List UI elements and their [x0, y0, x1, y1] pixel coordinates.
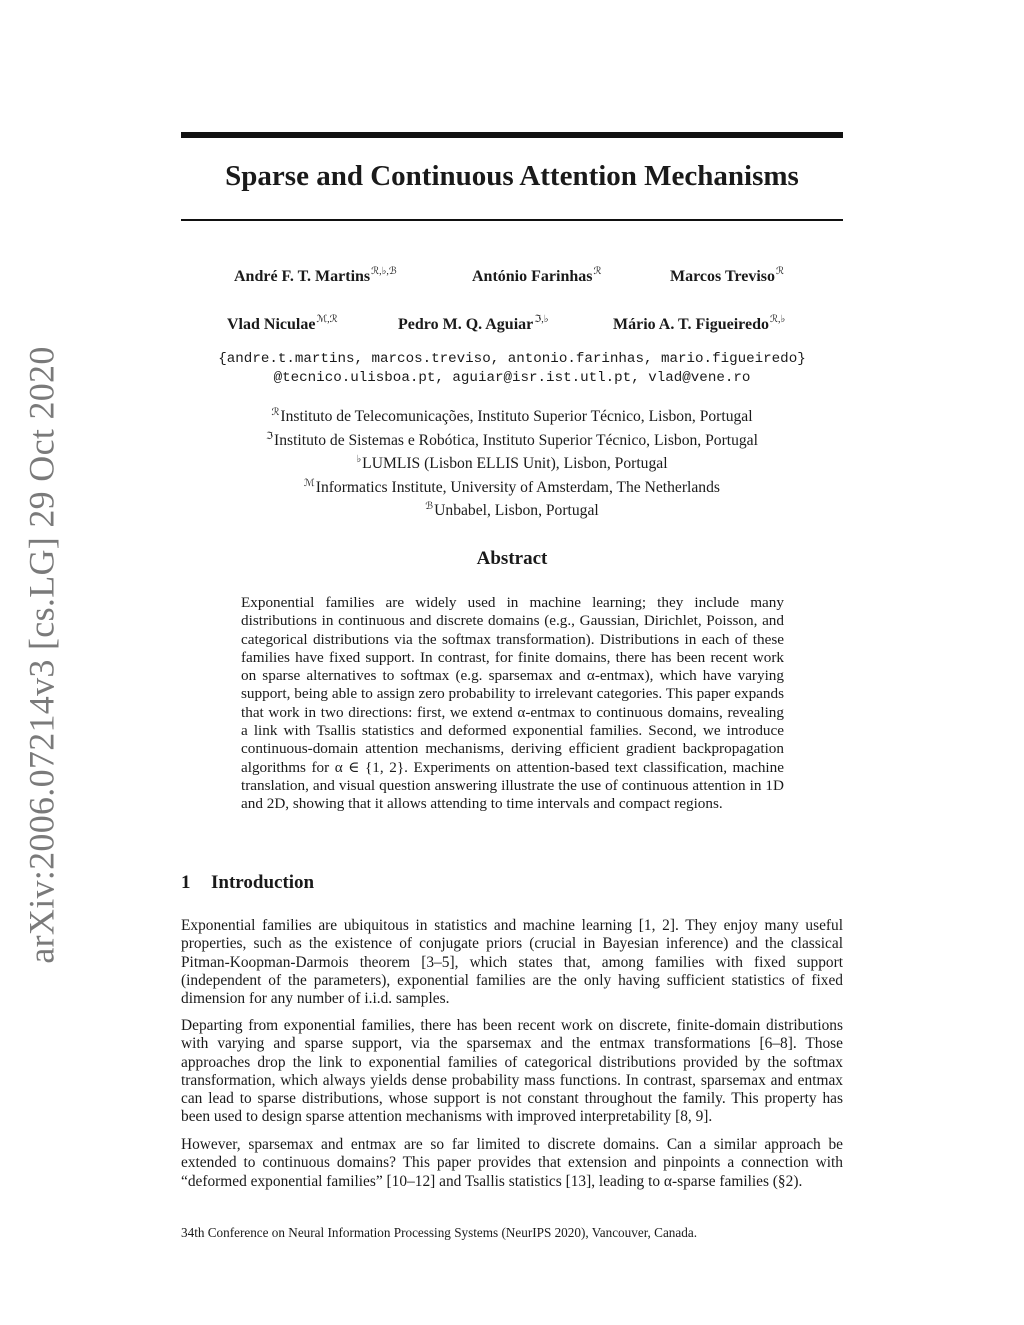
author-name: Pedro M. Q. Aguiar	[398, 316, 534, 333]
author-5	[398, 314, 548, 334]
section-heading-introduction	[181, 872, 314, 894]
affiliation-5	[181, 497, 843, 521]
author-name: António Farinhas	[472, 268, 593, 285]
arxiv-sidebar	[22, 346, 62, 964]
affiliation-3	[181, 450, 843, 474]
email-line-1: {andre.t.martins, marcos.treviso, antonio.farinhas, mario.figueiredo}	[218, 351, 806, 367]
affiliation-mark: ♭	[356, 454, 362, 466]
author-name: Mário A. T. Figueiredo	[613, 316, 769, 333]
affiliation-text: Instituto de Telecomunicações, Instituto Superior Técnico, Lisbon, Portugal	[280, 408, 753, 425]
affiliation-1	[181, 403, 843, 427]
affiliation-text: Unbabel, Lisbon, Portugal	[434, 502, 599, 520]
intro-paragraph-1: Exponential families are ubiquitous in statistics and machine learning [1, 2]. They enjoy many useful properties, such as the existence of conjugate priors (crucial in Bayesian inference) and the classical Pitman-Koopman-Darmois theorem [3–5], which states that, among families with fixed support (independent of the parameters), exponential families are the only having sufficient statistics of fixed dimension for any number of i.i.d. samples.	[181, 917, 843, 1008]
section-number: 1	[181, 872, 191, 893]
affiliation-2	[181, 427, 843, 451]
author-marks: ℳ,ℛ	[316, 314, 338, 325]
email-line-2: @tecnico.ulisboa.pt, aguiar@isr.ist.utl.pt, vlad@vene.ro	[273, 370, 751, 386]
author-marks: ℛ	[776, 266, 785, 277]
intro-paragraph-2: Departing from exponential families, there has been recent work on discrete, finite-domain distributions with varying and sparse support, via the sparsemax and the entmax transformations [6–8]. Those approaches drop the link to exponential families of categorical distributions provided by the softmax transformation, which always yields dense probability mass functions. In contrast, sparsemax and entmax can lead to sparse distributions, whose support is not constant throughout the family. This property has been used to design sparse attention mechanisms with improved interpretability [8, 9].	[181, 1017, 843, 1126]
affiliation-mark: ℬ	[425, 501, 434, 513]
author-name: André F. T. Martins	[234, 268, 371, 285]
author-2	[472, 266, 601, 286]
abstract-text: Exponential families are widely used in machine learning; they include many distributions in continuous and discrete domains (e.g., Gaussian, Dirichlet, Poisson, and categorical distributions via the softmax transformation). Distributions in each of these families have fixed support. In contrast, for finite domains, there has been recent work on sparse alternatives to softmax (e.g. sparsemax and α-entmax), which have varying support, being able to assign zero probability to irrelevant categories. This paper expands that work in two directions: first, we extend α-entmax to continuous domains, revealing a link with Tsallis statistics and deformed exponential families. Second, we introduce continuous-domain attention mechanisms, deriving efficient gradient backpropagation algorithms for α ∈ {1, 2}. Experiments on attention-based text classification, machine translation, and visual question answering illustrate the use of continuous attention in 1D and 2D, showing that it allows attending to time intervals and compact regions.	[241, 594, 784, 813]
author-3	[670, 266, 784, 286]
author-name: Marcos Treviso	[670, 268, 776, 285]
conference-footnote: 34th Conference on Neural Information Processing Systems (NeurIPS 2020), Vancouver, Canada.	[181, 1225, 697, 1240]
author-1	[234, 266, 397, 286]
affiliations	[181, 403, 843, 521]
title-rule-bottom	[181, 219, 843, 221]
author-4	[227, 314, 338, 334]
author-marks: ℛ,♭	[770, 314, 786, 325]
affiliation-mark: ℳ	[304, 477, 315, 489]
author-6	[613, 314, 785, 334]
affiliation-4	[181, 474, 843, 498]
author-marks: ℛ	[593, 266, 602, 277]
abstract-heading: Abstract	[476, 548, 548, 569]
author-name: Vlad Niculae	[227, 316, 316, 333]
affiliation-mark: ℑ	[266, 430, 274, 442]
author-marks: ℛ,♭,ℬ	[371, 266, 397, 277]
title-rule-top	[181, 132, 843, 138]
affiliation-text: Informatics Institute, University of Amsterdam, The Netherlands	[315, 478, 720, 496]
author-marks: ℑ,♭	[534, 314, 549, 325]
affiliation-text: Instituto de Sistemas e Robótica, Instituto Superior Técnico, Lisbon, Portugal	[274, 431, 758, 449]
author-emails	[181, 350, 843, 388]
affiliation-text: LUMLIS (Lisbon ELLIS Unit), Lisbon, Portugal	[362, 455, 668, 473]
affiliation-mark: ℛ	[271, 407, 280, 418]
section-title: Introduction	[211, 872, 315, 893]
arxiv-identifier: arXiv:2006.07214v3 [cs.LG] 29 Oct 2020	[22, 346, 62, 964]
paper-title: Sparse and Continuous Attention Mechanisms	[225, 160, 799, 192]
intro-paragraph-3: However, sparsemax and entmax are so far limited to discrete domains. Can a similar approach be extended to continuous domains? This paper provides that extension and pinpoints a connection with “deformed exponential families” [10–12] and Tsallis statistics [13], leading to α-sparse families (§2).	[181, 1136, 843, 1190]
